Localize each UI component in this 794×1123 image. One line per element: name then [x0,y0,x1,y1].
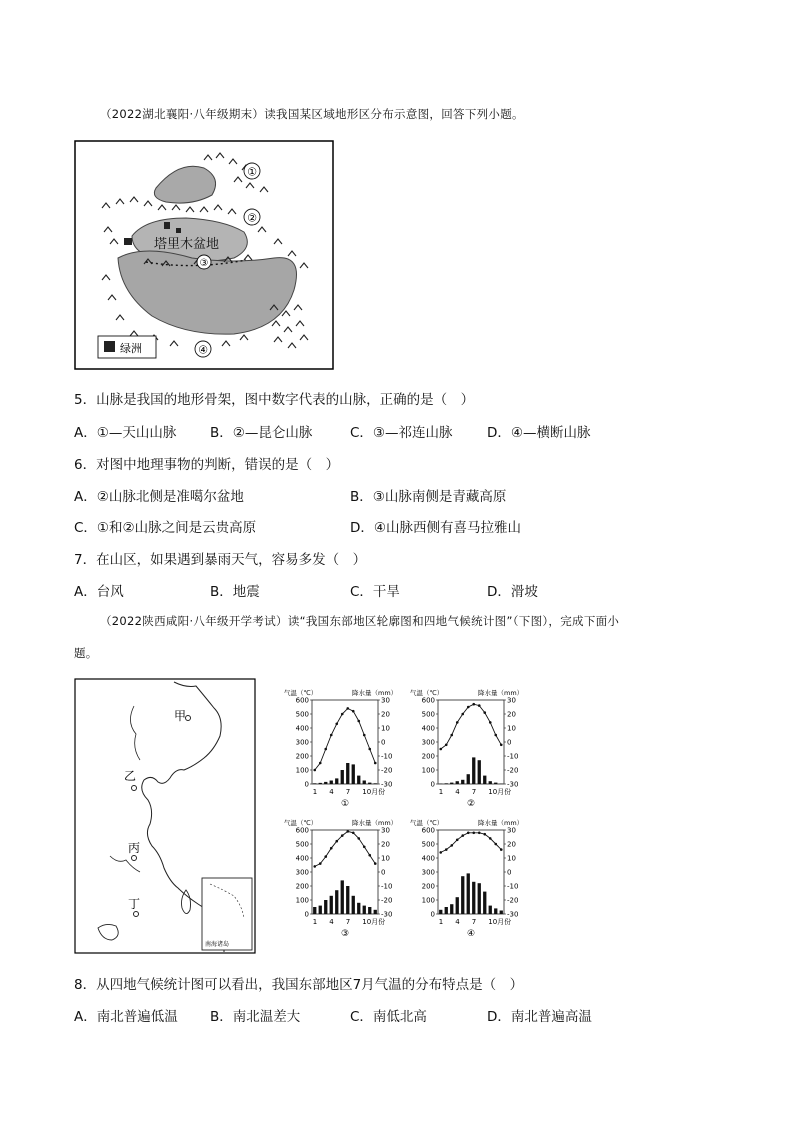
temp-point [330,847,333,850]
temp-point [489,837,492,840]
precip-axis-title: 降水量（mm） [352,689,398,697]
temp-point [500,744,503,747]
temp-tick: 0 [507,738,512,747]
intro-2-line2: 题。 [74,646,98,660]
precip-bar [357,903,360,914]
precip-tick: 300 [421,738,435,747]
temp-point [478,704,481,707]
temp-point [445,744,448,747]
temp-line [441,833,502,853]
precip-tick: 100 [421,896,435,905]
precip-bar [494,908,497,914]
climate-chart-4 [410,818,523,939]
precip-tick: 500 [421,710,435,719]
precip-bar [374,783,377,784]
month-tick: 10月份 [362,918,386,926]
q6-option-c[interactable]: C．①和②山脉之间是云贵高原 [74,520,257,536]
precip-tick: 100 [295,896,309,905]
q7-option-a[interactable]: A．台风 [74,584,124,600]
precip-bar [467,774,470,784]
basin-label: 塔里木盆地 [154,237,220,252]
marker-2: ② [247,211,257,225]
month-tick: 7 [345,788,351,796]
precip-tick: 200 [295,752,309,761]
q7-stem: 7．在山区，如果遇到暴雨天气，容易多发（ ） [74,552,367,568]
place-ding: 丁 [128,897,141,911]
precip-tick: 600 [421,826,435,835]
temp-point [335,840,338,843]
q5-option-b[interactable]: B．②—昆仑山脉 [210,425,313,441]
marker-4: ④ [198,343,208,357]
temp-tick: -10 [507,752,519,761]
precip-tick: 0 [430,910,435,919]
temp-tick: -20 [381,766,393,775]
temp-line [315,708,376,770]
precip-tick: 300 [295,738,309,747]
q8-option-d[interactable]: D．南北普遍高温 [487,1009,592,1025]
temp-point [478,832,481,835]
precip-bar [456,897,459,914]
temp-point [341,834,344,837]
chart-label: ④ [466,929,476,939]
q8-option-c[interactable]: C．南低北高 [350,1009,427,1025]
precip-tick: 200 [421,752,435,761]
precip-tick: 500 [421,840,435,849]
month-tick: 4 [455,918,460,926]
precip-bar [472,757,475,784]
temp-point [357,837,360,840]
temp-tick: 10 [507,854,516,863]
precip-bar [500,911,503,915]
temp-tick: -30 [381,910,393,919]
temp-axis-title: 气温（℃） [410,819,444,827]
temp-point [483,711,486,714]
precip-bar [478,760,481,784]
temp-tick: 10 [381,724,390,733]
precip-tick: 0 [304,780,309,789]
month-tick: 10月份 [488,918,512,926]
q7-option-b[interactable]: B．地震 [210,584,260,600]
temp-tick: -10 [381,882,393,891]
precip-bar [319,783,322,784]
temp-tick: -20 [507,896,519,905]
temp-tick: 30 [507,696,516,705]
temp-point [456,839,459,842]
temp-point [352,710,355,713]
q8-stem: 8．从四地气候统计图可以看出，我国东部地区7月气温的分布特点是（ ） [74,977,524,993]
precip-bar [456,781,459,784]
chart-frame [312,830,378,914]
temp-point [363,734,366,737]
chart-label: ① [340,799,350,809]
temp-axis-title: 气温（℃） [284,689,318,697]
temp-point [439,851,442,854]
place-jia: 甲 [174,709,187,723]
intro-2-line1: （2022陕西咸阳·八年级开学考试）读“我国东部地区轮廓图和四地气候统计图”（下图），完成下面小 [100,614,620,628]
temp-tick: 30 [381,826,390,835]
climate-chart-3 [284,818,397,939]
precip-tick: 400 [295,854,309,863]
temp-axis-title: 气温（℃） [410,689,444,697]
month-tick: 7 [345,918,351,926]
precip-tick: 0 [430,780,435,789]
precip-tick: 0 [304,910,309,919]
east-china-map [74,678,256,954]
precip-tick: 300 [421,868,435,877]
temp-point [494,734,497,737]
precip-tick: 400 [421,724,435,733]
temp-point [363,846,366,849]
temp-point [472,832,475,835]
precip-tick: 600 [421,696,435,705]
precip-tick: 300 [295,868,309,877]
precip-bar [341,770,344,784]
precip-bar [483,892,486,914]
temp-point [330,734,333,737]
precip-bar [445,907,448,914]
temp-point [324,748,327,751]
q6-option-a[interactable]: A．②山脉北侧是准噶尔盆地 [74,489,244,505]
temp-tick: 0 [381,868,386,877]
temp-point [489,721,492,724]
precip-bar [341,880,344,914]
month-tick: 4 [329,788,334,796]
precip-bar [357,776,360,784]
month-tick: 1 [312,918,318,926]
temp-tick: 20 [381,710,390,719]
precip-bar [368,783,371,784]
precip-axis-title: 降水量（mm） [352,819,398,827]
precip-tick: 500 [295,710,309,719]
temp-line [315,831,376,866]
temp-tick: 10 [507,724,516,733]
precip-tick: 200 [295,882,309,891]
temp-axis-title: 气温（℃） [284,819,318,827]
temp-tick: 10 [381,854,390,863]
precip-bar [450,904,453,914]
month-tick: 1 [438,788,444,796]
precip-bar [363,781,366,785]
precip-bar [439,910,442,914]
precip-bar [368,907,371,914]
temp-point [374,862,377,865]
temp-tick: -30 [507,910,519,919]
q6-option-b[interactable]: B．③山脉南侧是青藏高原 [350,489,507,505]
precip-bar [445,783,448,784]
temp-point [346,830,349,833]
temp-point [500,848,503,851]
intro-1: （2022湖北襄阳·八年级期末）读我国某区域地形区分布示意图，回答下列小题。 [100,107,524,121]
temp-point [335,723,338,726]
precip-axis-title: 降水量（mm） [478,689,524,697]
precip-bar [374,910,377,914]
precip-bar [478,883,481,914]
place-yi: 乙 [124,769,137,783]
precip-bar [483,776,486,784]
inset-label: 南海诸岛 [205,941,230,948]
temp-point [450,734,453,737]
precip-tick: 400 [295,724,309,733]
temp-line [441,704,502,749]
precip-tick: 600 [295,696,309,705]
month-tick: 4 [455,788,460,796]
climate-chart-2 [410,688,523,809]
precip-bar [313,907,316,914]
temp-point [368,748,371,751]
precip-tick: 100 [295,766,309,775]
month-tick: 1 [312,788,318,796]
q8-option-a[interactable]: A．南北普遍低温 [74,1009,178,1025]
q5-option-c[interactable]: C．③—祁连山脉 [350,425,453,441]
temp-point [467,706,470,709]
precip-bar [330,781,333,785]
temp-point [494,843,497,846]
temp-tick: -20 [381,896,393,905]
precip-bar [324,782,327,784]
q7-option-c[interactable]: C．干旱 [350,584,400,600]
precip-bar [450,783,453,784]
temp-point [461,834,464,837]
marker-1: ① [247,165,257,179]
precip-bar [494,783,497,784]
temp-tick: 20 [381,840,390,849]
temp-tick: 0 [507,868,512,877]
temp-point [445,848,448,851]
temp-point [461,713,464,716]
precip-tick: 100 [421,766,435,775]
precip-bar [363,906,366,914]
precip-bar [352,764,355,784]
month-tick: 10月份 [488,788,512,796]
precip-bar [319,906,322,914]
q6-stem: 6．对图中地理事物的判断，错误的是（ ） [74,457,340,473]
precip-tick: 600 [295,826,309,835]
q5-stem: 5．山脉是我国的地形骨架，图中数字代表的山脉，正确的是（ ） [74,392,475,408]
chart-label: ③ [340,929,350,939]
month-tick: 7 [471,788,477,796]
place-bing: 丙 [128,841,141,855]
q8-option-b[interactable]: B．南北温差大 [210,1009,301,1025]
temp-tick: 0 [381,738,386,747]
q6-option-d[interactable]: D．④山脉西侧有喜马拉雅山 [350,520,521,536]
precip-tick: 200 [421,882,435,891]
precip-bar [467,873,470,914]
precip-bar [346,886,349,914]
marker-3: ③ [199,258,209,269]
temp-point [313,769,316,772]
temp-point [324,855,327,858]
temp-point [456,721,459,724]
chart-frame [312,700,378,784]
temp-point [346,707,349,710]
temp-tick: -20 [507,766,519,775]
temp-point [483,833,486,836]
temp-tick: -30 [381,780,393,789]
temp-point [472,703,475,706]
temp-point [357,720,360,723]
precip-bar [489,906,492,914]
temp-point [374,762,377,765]
precip-tick: 500 [295,840,309,849]
temp-tick: -30 [507,780,519,789]
temp-tick: 30 [381,696,390,705]
q5-option-d[interactable]: D．④—横断山脉 [487,425,591,441]
precip-bar [324,900,327,914]
precip-axis-title: 降水量（mm） [478,819,524,827]
chart-label: ② [466,799,476,809]
precip-bar [461,780,464,784]
temp-point [341,713,344,716]
precip-bar [489,781,492,784]
precip-bar [461,876,464,914]
temp-point [313,865,316,868]
precip-tick: 400 [421,854,435,863]
south-china-sea-inset [202,878,252,950]
temp-point [319,862,322,865]
month-tick: 7 [471,918,477,926]
temp-point [439,748,442,751]
climate-charts [282,688,532,950]
precip-bar [335,778,338,784]
temp-tick: 30 [507,826,516,835]
temp-tick: 20 [507,710,516,719]
month-tick: 4 [329,918,334,926]
precip-bar [346,763,349,784]
terrain-map [74,140,334,370]
temp-point [467,832,470,835]
q7-option-d[interactable]: D．滑坡 [487,584,538,600]
precip-bar [313,783,316,784]
temp-tick: -10 [381,752,393,761]
precip-bar [335,890,338,914]
precip-bar [352,896,355,914]
precip-bar [330,896,333,914]
temp-point [368,854,371,857]
q5-option-a[interactable]: A．①—天山山脉 [74,425,177,441]
temp-tick: 20 [507,840,516,849]
month-tick: 10月份 [362,788,386,796]
legend-label: 绿洲 [120,342,142,355]
temp-point [352,832,355,835]
temp-point [319,762,322,765]
temp-tick: -10 [507,882,519,891]
climate-chart-1 [284,688,397,809]
precip-bar [472,882,475,914]
temp-point [450,844,453,847]
month-tick: 1 [438,918,444,926]
